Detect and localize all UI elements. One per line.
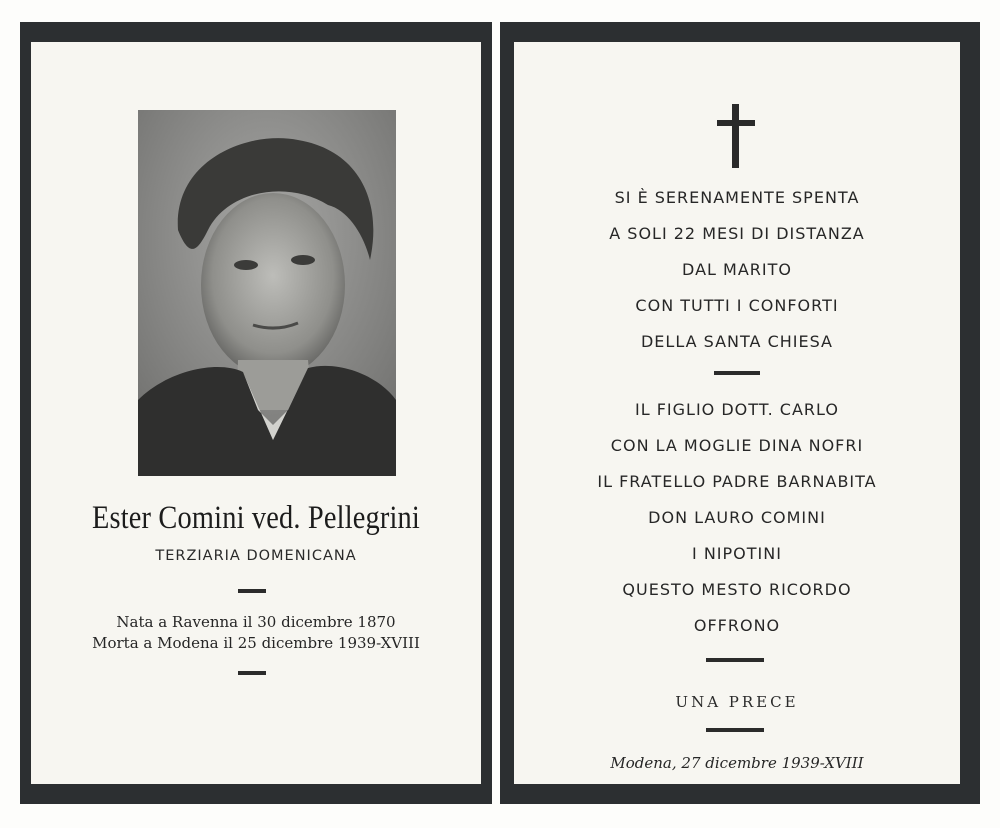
- divider: [706, 658, 764, 662]
- portrait-photo: [138, 110, 396, 476]
- divider: [706, 728, 764, 732]
- prayer-line: UNA PRECE: [675, 693, 799, 711]
- family-line: CON LA MOGLIE DINA NOFRI: [610, 436, 864, 455]
- right-card: [500, 22, 980, 804]
- death-line: Morta a Modena il 25 dicembre 1939-XVIII: [92, 634, 420, 652]
- announcement-line: A SOLI 22 MESI DI DISTANZA: [609, 224, 865, 243]
- family-list: [514, 392, 960, 644]
- family-line: IL FRATELLO PADRE BARNABITA: [597, 472, 877, 491]
- left-card: [20, 22, 492, 804]
- announcement-line: DAL MARITO: [682, 260, 792, 279]
- divider: [238, 589, 266, 593]
- divider: [238, 671, 266, 675]
- family-line: I NIPOTINI: [692, 544, 782, 563]
- divider: [714, 371, 760, 375]
- family-line: QUESTO MESTO RICORDO: [622, 580, 852, 599]
- announcement-line: SI È SERENAMENTE SPENTA: [614, 188, 860, 207]
- announcement: [514, 180, 960, 360]
- deceased-name: Ester Comini ved. Pellegrini: [91, 500, 420, 536]
- life-dates: [31, 612, 481, 654]
- family-line: OFFRONO: [693, 616, 781, 635]
- right-card-paper: [514, 42, 960, 784]
- left-card-paper: [31, 42, 481, 784]
- birth-line: Nata a Ravenna il 30 dicembre 1870: [116, 613, 396, 631]
- announcement-line: CON TUTTI I CONFORTI: [635, 296, 839, 315]
- family-line: IL FIGLIO DOTT. CARLO: [635, 400, 839, 419]
- family-line: DON LAURO COMINI: [648, 508, 826, 527]
- cross-icon: [717, 104, 755, 168]
- place-date: Modena, 27 dicembre 1939-XVIII: [610, 754, 864, 772]
- subtitle: TERZIARIA DOMENICANA: [155, 548, 357, 564]
- announcement-line: DELLA SANTA CHIESA: [640, 332, 833, 351]
